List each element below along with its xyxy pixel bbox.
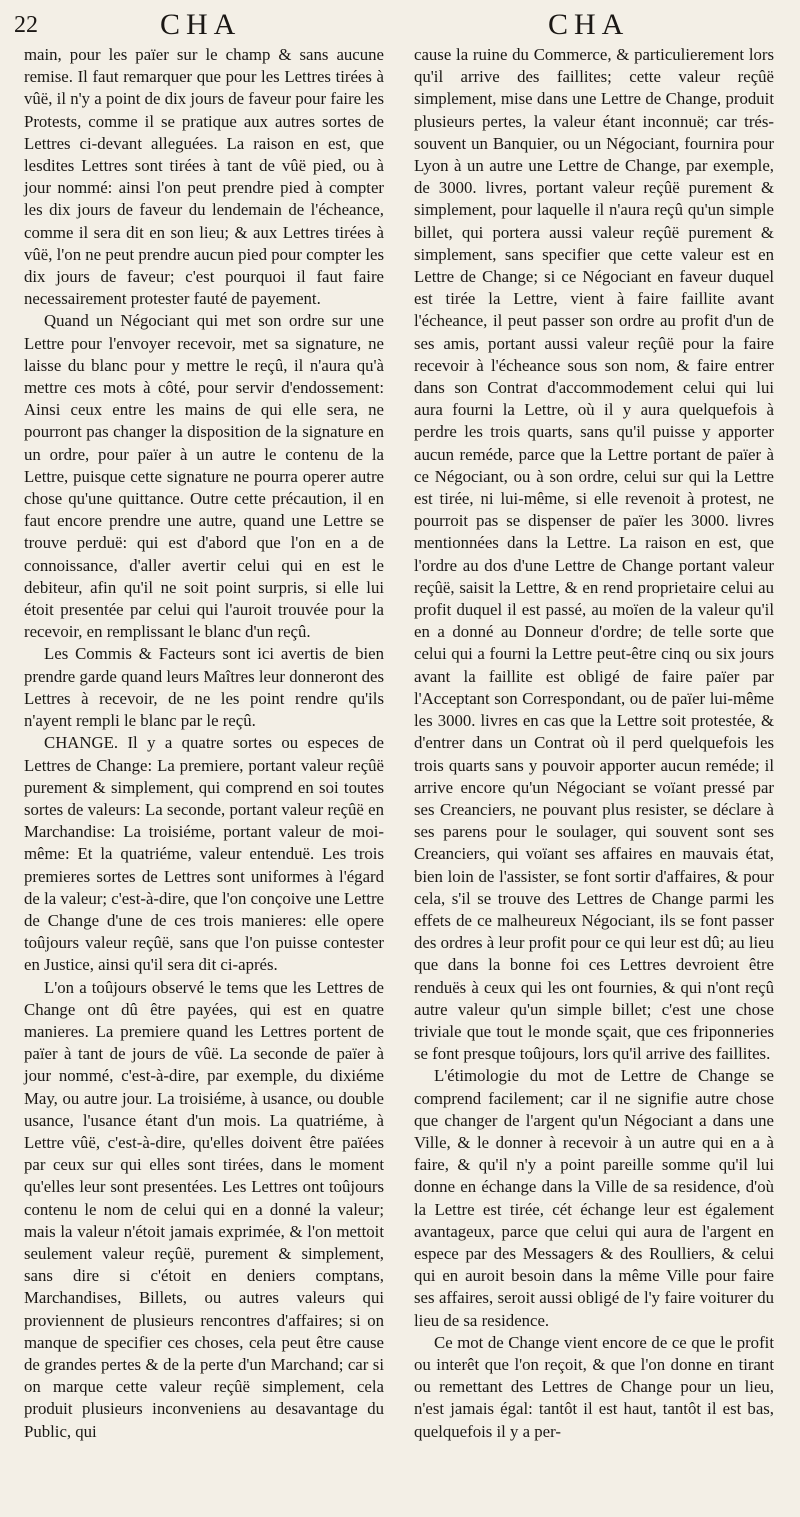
- running-head-right: CHA: [548, 8, 630, 41]
- running-head-left: CHA: [160, 8, 242, 41]
- right-column: [414, 44, 774, 1443]
- paragraph: L'on a toûjours observé le tems que les Lettres de Change ont dû être payées, qui est en quatre manieres. La premiere quand les Lettres portent de païer à tant de jours de vûë. La seconde de païer à jour nommé, c'est-à-dire, par exemple, du dixiéme May, ou autre jour. La troisiéme, à usance, ou double usance, l'usance étant d'un mois. La quatriéme, à Lettre vûë, c'est-à-dire, qu'elles doivent être païées par ceux sur qui elles sont tirées, dans le moment qu'elles leur sont presentées. Les Lettres ont toûjours contenu le nom de celui qui en a donné la valeur; mais la valeur n'étoit jamais exprimée, & l'on mettoit seulement valeur reçûë, purement & simplement, sans dire si c'étoit en deniers comptans, Marchandises, Billets, ou autres valeurs qui proviennent de plusieurs rencontres d'affaires; si on manque de specifier ces choses, cela peut être cause de grandes pertes & de la perte d'un Marchand; car si on marque cette valeur reçûë simplement, cela produit plusieurs inconveniens au desavantage du Public, qui: [24, 977, 384, 1441]
- paragraph: cause la ruine du Commerce, & particulierement lors qu'il arrive des faillites; cette valeur reçûë simplement, mise dans une Lettre de Change, produit plusieurs pertes, la valeur étant inconnuë; car trés-souvent un Banquier, ou un Négociant, fournira pour Lyon à un autre une Lettre de Change, par exemple, de 3000. livres, portant valeur reçûë purement & simplement, pour laquelle il n'aura reçû qu'un simple billet, qui portera aussi valeur reçûë purement & simplement, sans specifier que cette valeur est en Lettre de Change; si ce Négociant en faveur duquel est tirée la Lettre, vient à faire faillite avant l'écheance, il peut passer son ordre au profit d'un de ses amis, portant aussi valeur reçûë pour la faire recevoir à l'écheance sous son nom, & faire entrer dans son Contrat d'accommodement celui qui lui aura fourni la Lettre, où il y aura quelquefois à perdre les trois quarts, sans qu'il puisse y apporter aucun reméde, parce que la Lettre portant de païer à ce Négociant, ou à son ordre, celui sur qui la Lettre est tirée, ni lui-même, si elle revenoit à protest, ne pourroit pas se dispenser de païer les 3000. livres mentionnées dans la Lettre. La raison en est, que l'ordre au dos d'une Lettre de Change portant valeur reçûë, saisit la Lettre, & en rend proprietaire celui au profit duquel il est passé, au moïen de la valeur qu'il en a donné au Donneur d'ordre; de telle sorte que celui qui a fourni la Lettre peut-être cinq ou six jours avant la faillite est obligé de faire païer par l'Acceptant son Correspondant, ou de païer lui-même les 3000. livres en cas que la Lettre soit protestée, & d'entrer dans un Contrat où il perd quelquefois les trois quarts sans y pouvoir apporter aucun reméde; il arrive encore qu'un Négociant se voïant pressé par ses Creanciers, ne pouvant plus resister, se déclare à ses parens pour le soulager, qui souvent sont ses Creanciers, qui voïant ses affaires en mauvais état, bien loin de l'assister, se font sortir d'affaires, & pour cela, s'il se trouve des Lettres de Change parmi les effets de ce malheureux Négociant, ils se font passer des ordres à leur profit pour ce qui leur est dû; au lieu que dans la bonne foi ces Lettres devroient être renduës à ceux qui les ont fournies, & qui n'ont reçû autre valeur qu'un simple billet; c'est une chose triviale que tout le monde sçait, que ces friponneries se font presque toûjours, lors qu'il arrive des faillites.: [414, 45, 774, 1064]
- left-column: [24, 44, 384, 1443]
- paragraph: Quand un Négociant qui met son ordre sur une Lettre pour l'envoyer recevoir, met sa signature, ne laisse du blanc pour y mettre le reçû, il n'aura qu'à mettre ces mots à côté, pour servir d'endossement: Ainsi ceux entre les mains de qui elle sera, ne pourront pas changer la disposition de la signature en un ordre, pour païer à un autre le contenu de la Lettre, puisque cette signature ne pourra operer autre chose qu'une quittance. Outre cette précaution, il en faut encore prendre une autre, quand une Lettre se trouve perduë: qui est d'abord que l'on en a de connoissance, d'aller avertir celui qui en est le debiteur, afin qu'il ne soit point surpris, si elle lui étoit presentée par celui qui l'auroit trouvée pour la recevoir, en remplissant le blanc d'un reçû.: [24, 311, 384, 642]
- paragraph: Les Commis & Facteurs sont ici avertis de bien prendre garde quand leurs Maîtres leur donneront des Lettres à recevoir, de ne les point rendre qu'ils n'ayent rempli le blanc par le reçû.: [24, 644, 384, 731]
- page-header: [0, 2, 800, 42]
- paragraph: Ce mot de Change vient encore de ce que le profit ou interêt que l'on reçoit, & que l'on donne en tirant ou remettant des Lettres de Change pour un lieu, n'est jamais égal: tantôt il est haut, tantôt il est bas, quelquefois il y a per-: [414, 1332, 774, 1441]
- page-number: 22: [14, 12, 38, 38]
- paragraph-change-entry: CHANGE. Il y a quatre sortes ou especes de Lettres de Change: La premiere, portant valeur reçûë purement & simplement, qui comprend en soi toutes sortes de valeurs: La seconde, portant valeur reçûë en Marchandise: La troisiéme, portant valeur de moi-même: Et la quatriéme, valeur entenduë. Les trois premieres sortes de Lettres sont uniformes à l'égard de la valeur; c'est-à-dire, que l'on conçoive une Lettre de Change d'une de ces trois manieres: elle opere toûjours valeur reçûë, sans que l'on puisse contester en Justice, ainsi qu'il sera dit ci-aprés.: [24, 733, 384, 975]
- paragraph: main, pour les païer sur le champ & sans aucune remise. Il faut remarquer que pour les Lettres tirées à vûë, il n'y a point de dix jours de faveur pour faire les Protests, comme il se pratique aux autres sortes de Lettres ci-devant alleguées. La raison en est, que lesdites Lettres sont tirées à tant de vûë pied, ou à jour nommé: ainsi l'on peut prendre pied à compter les dix jours de faveur du lendemain de l'écheance, comme il sera dit en son lieu; & aux Lettres tirées à vûë, l'on ne peut prendre aucun pied pour compter les dix jours de faveur; c'est pourquoi il faut faire necessairement protester fauté de payement.: [24, 45, 384, 309]
- paragraph: L'étimologie du mot de Lettre de Change se comprend facilement; car il ne signifie autre chose que changer de l'argent qu'un Négociant a dans une Ville, & le donner à recevoir à un autre qui en a à faire, & qu'il n'y a point pareille somme qu'il lui donne en échange dans la Ville de sa residence, d'où la Lettre est tirée, cét échange leur est également avantageux, parce que celui qui aura de l'argent en espece par des Messagers & des Roulliers, & celui qui en auroit besoin dans la même Ville pour faire ses affaires, seroit aussi obligé de l'y faire voiturer du lieu de sa residence.: [414, 1066, 774, 1330]
